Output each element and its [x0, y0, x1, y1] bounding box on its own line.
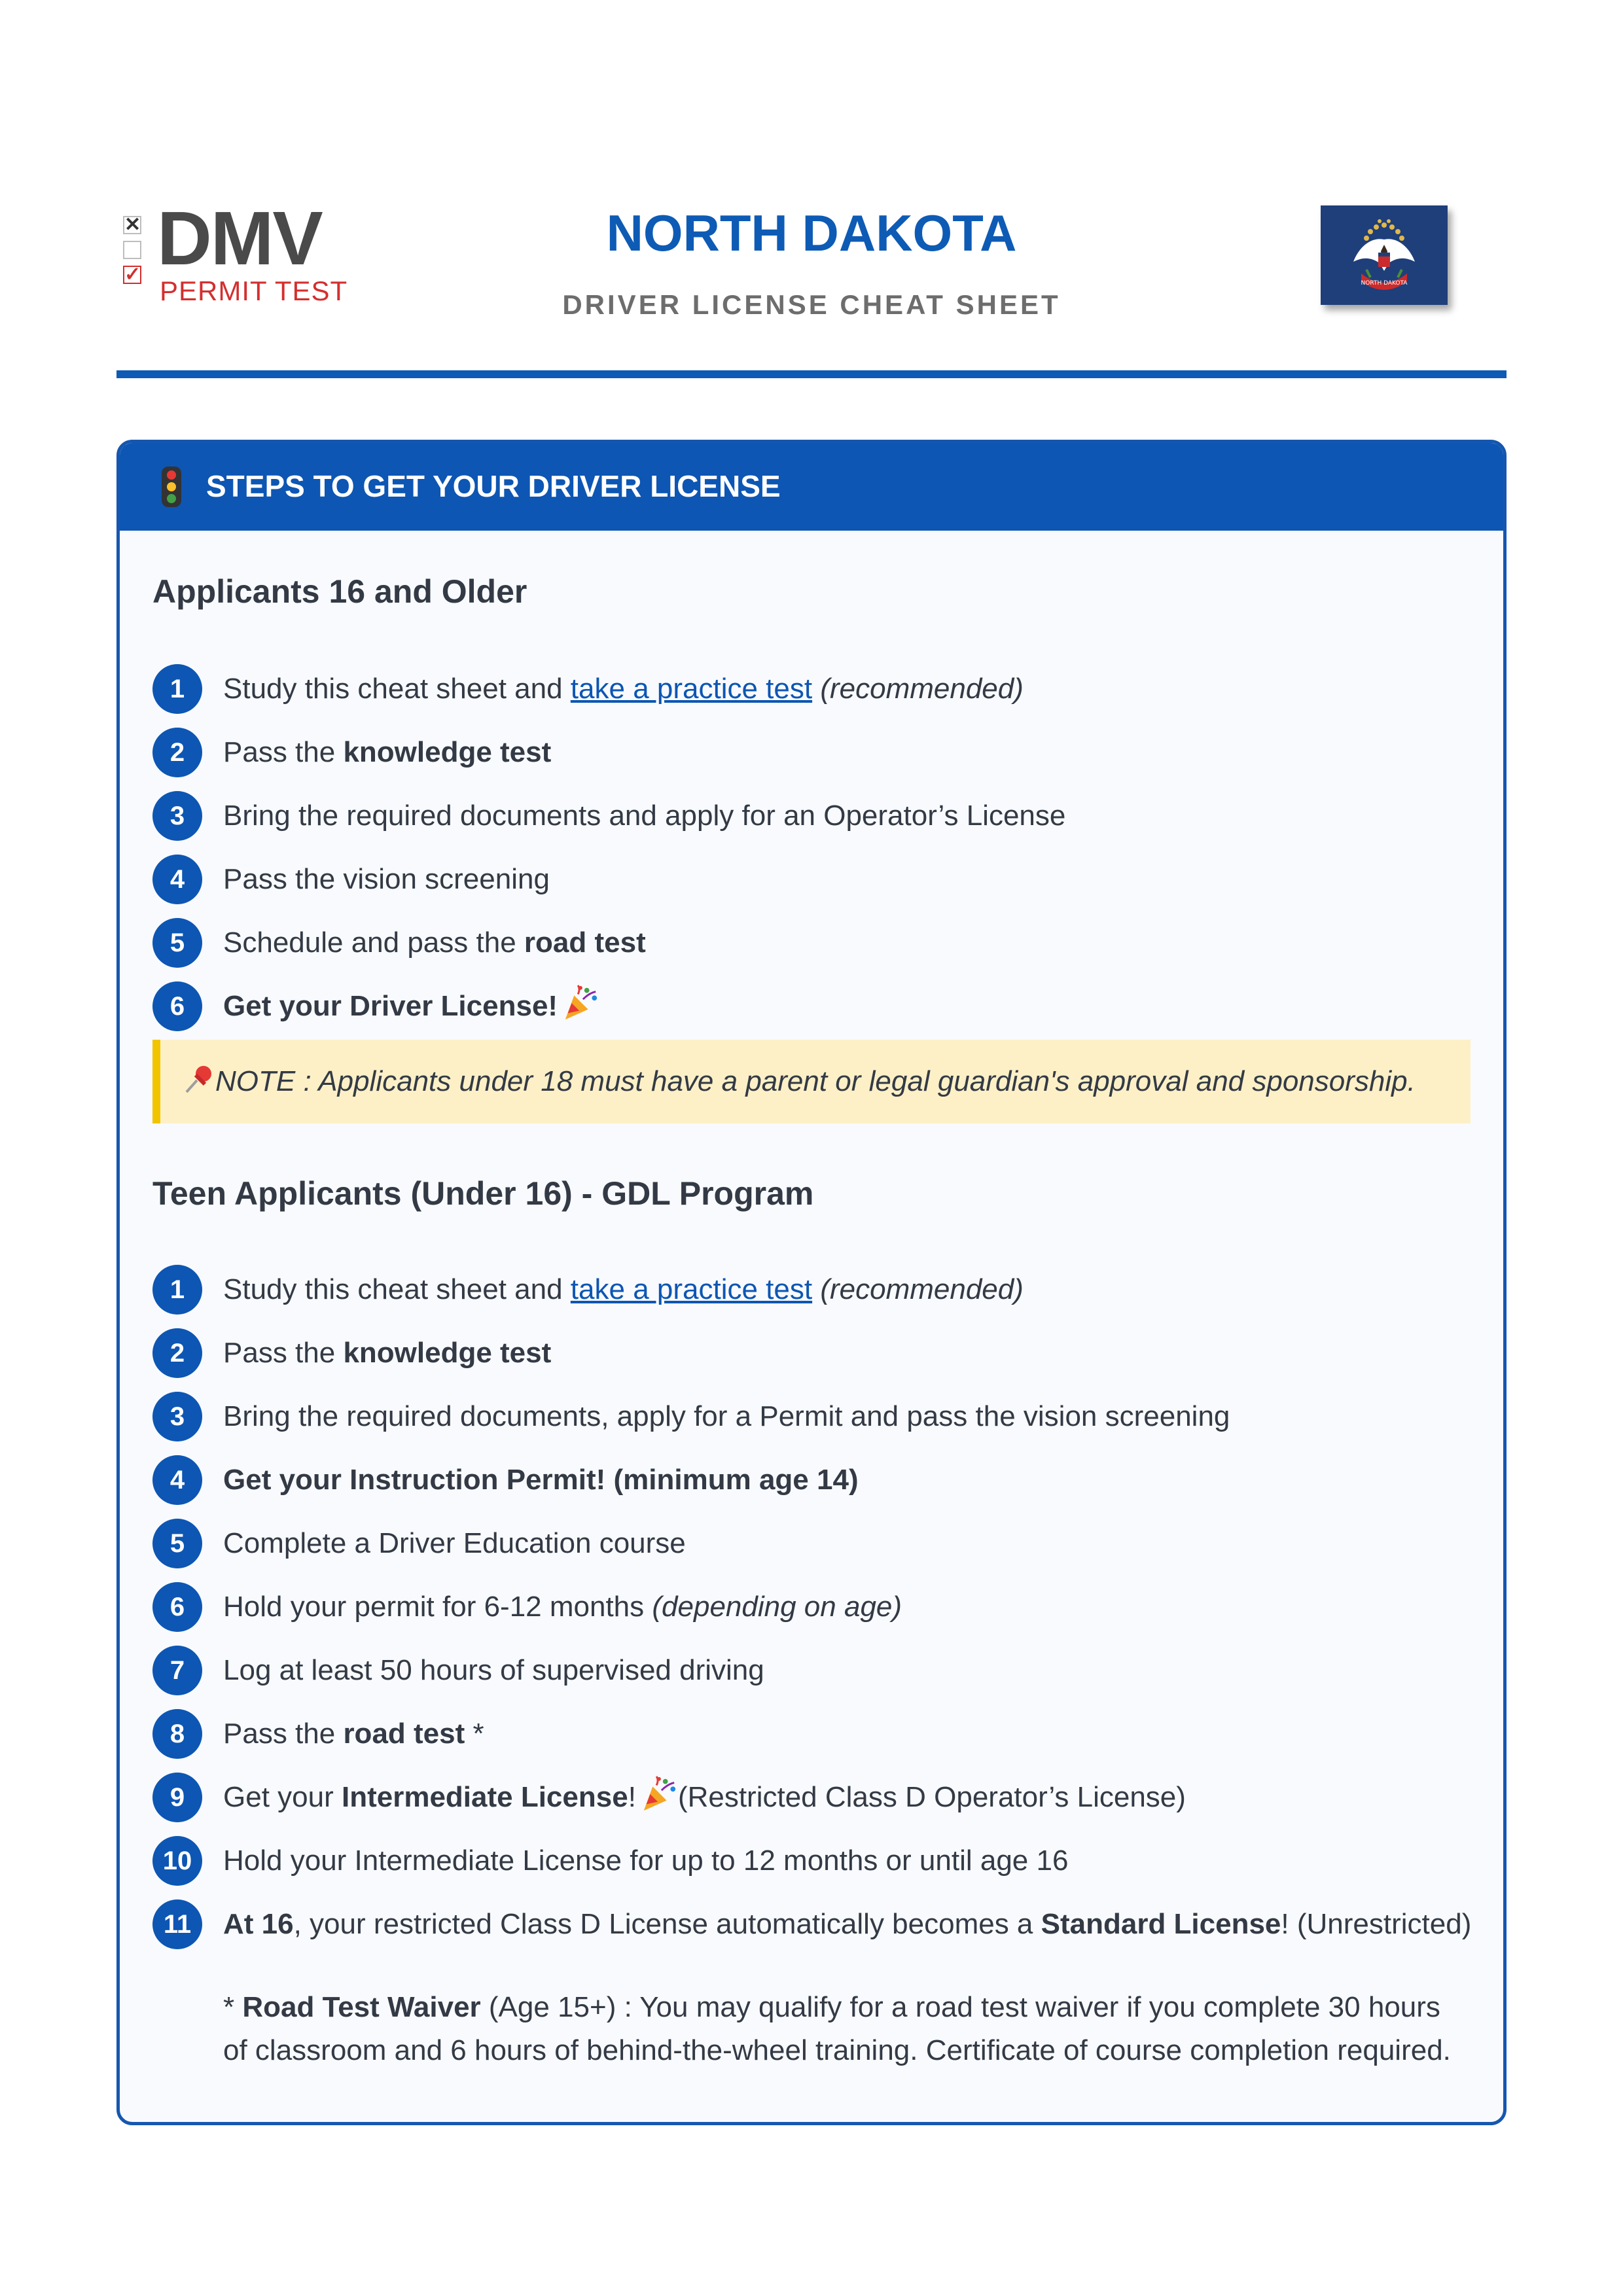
north-dakota-flag-icon	[1321, 205, 1448, 305]
step-number-badge: 6	[152, 1582, 202, 1632]
step-number-badge: 6	[152, 981, 202, 1031]
logo-check-box	[123, 266, 141, 284]
step-text-post	[812, 673, 820, 705]
logo-dmv-text: DMV	[157, 196, 322, 281]
teen-step-5	[152, 1519, 1461, 1571]
section-title-teen: Teen Applicants (Under 16) - GDL Program	[152, 1175, 814, 1212]
step-text: Log at least 50 hours of supervised driving	[223, 1654, 764, 1686]
practice-test-link[interactable]: take a practice test	[570, 1273, 813, 1305]
x-mark-icon: ✕	[124, 214, 141, 236]
step-number-badge: 3	[152, 791, 202, 841]
traffic-light-icon	[162, 467, 181, 507]
step-number-badge: 5	[152, 918, 202, 968]
step-text-italic: (recommended)	[820, 1273, 1024, 1305]
teen-step-10	[152, 1836, 1461, 1888]
step-text	[223, 1267, 1024, 1312]
step-text-post	[812, 1273, 820, 1305]
step-text	[223, 1712, 484, 1756]
step-text-bold: Get your Driver License!	[223, 990, 558, 1022]
page-header	[116, 196, 1507, 386]
step-number-badge: 11	[152, 1899, 202, 1949]
teen-step-1	[152, 1265, 1461, 1317]
step-text-mid: , your restricted Class D License automatically becomes a	[293, 1908, 1041, 1940]
logo-permit-text: PERMIT TEST	[160, 275, 348, 306]
traffic-yellow-lamp	[167, 482, 176, 491]
party-popper-icon	[640, 1775, 678, 1813]
teen-step-7	[152, 1646, 1461, 1698]
step-number-badge: 8	[152, 1709, 202, 1759]
step-text-pre: Study this cheat sheet and	[223, 1273, 571, 1305]
step-number-badge: 1	[152, 664, 202, 714]
teen-step-8	[152, 1709, 1461, 1761]
step-number-badge: 3	[152, 1392, 202, 1441]
step-text-bold: knowledge test	[343, 1337, 552, 1369]
step-text: Complete a Driver Education course	[223, 1527, 686, 1559]
step-number-badge: 4	[152, 855, 202, 904]
step-text: Pass the vision screening	[223, 863, 550, 895]
practice-test-link[interactable]: take a practice test	[570, 673, 813, 705]
header-divider	[116, 370, 1507, 378]
step-text	[223, 1331, 551, 1375]
adult-step-1	[152, 664, 1461, 716]
note-text: NOTE : Applicants under 18 must have a parent or legal guardian's approval and sponsorship.	[215, 1065, 1416, 1097]
page-title: NORTH DAKOTA	[606, 204, 1017, 262]
traffic-green-lamp	[167, 494, 176, 503]
step-text	[223, 1775, 1186, 1820]
step-text	[223, 667, 1024, 711]
step-text-pre: Pass the	[223, 1718, 344, 1750]
step-text: Bring the required documents, apply for a Permit and pass the vision screening	[223, 1400, 1230, 1432]
step-number-badge: 2	[152, 1328, 202, 1378]
step-text-tail: (Restricted Class D Operator’s License)	[677, 1781, 1186, 1813]
step-text	[223, 730, 551, 775]
check-mark-icon: ✓	[124, 264, 141, 285]
waiver-asterisk: *	[223, 1991, 243, 2023]
step-text-post: *	[465, 1718, 484, 1750]
step-text-bold: Standard License	[1041, 1908, 1281, 1940]
adult-step-3	[152, 791, 1461, 843]
step-number-badge: 5	[152, 1519, 202, 1568]
step-text-bold: knowledge test	[343, 736, 552, 768]
step-number-badge: 10	[152, 1836, 202, 1886]
step-text-bold: At 16	[223, 1908, 294, 1940]
step-text-italic: (recommended)	[820, 673, 1024, 705]
step-text: Bring the required documents and apply for an Operator’s License	[223, 800, 1066, 832]
step-text	[223, 921, 646, 965]
waiver-text: (Age 15+) : You may qualify for a road test waiver if you complete 30 hours of classroom and 6 hours of behind-the-wheel training. Certificate of course completion required.	[223, 1991, 1451, 2066]
step-text-pre: Pass the	[223, 736, 344, 768]
adult-step-2	[152, 728, 1461, 780]
step-number-badge: 4	[152, 1455, 202, 1505]
teen-step-4	[152, 1455, 1461, 1508]
step-text-bold: Intermediate License	[341, 1781, 628, 1813]
teen-step-3	[152, 1392, 1461, 1444]
section-title-adult: Applicants 16 and Older	[152, 573, 527, 610]
party-popper-icon	[562, 984, 599, 1022]
adult-step-5	[152, 918, 1461, 970]
step-text-end: ! (Unrestricted)	[1281, 1908, 1472, 1940]
note-text-row	[183, 1059, 1416, 1104]
teen-step-2	[152, 1328, 1461, 1381]
step-number-badge: 7	[152, 1646, 202, 1695]
step-text	[223, 1902, 1471, 1947]
step-text: Get your Instruction Permit! (minimum age 14)	[223, 1464, 859, 1496]
step-text-post: !	[628, 1781, 636, 1813]
flag-caption: NORTH DAKOTA	[1361, 280, 1408, 287]
card-header-title: STEPS TO GET YOUR DRIVER LICENSE	[206, 469, 781, 503]
step-text	[223, 984, 599, 1029]
step-text-pre: Schedule and pass the	[223, 927, 524, 959]
waiver-title: Road Test Waiver	[242, 1991, 481, 2023]
step-text-bold: road test	[343, 1718, 465, 1750]
step-text-pre: Hold your permit for 6-12 months	[223, 1591, 652, 1623]
step-text-pre: Study this cheat sheet and	[223, 673, 571, 705]
teen-step-11	[152, 1899, 1472, 1952]
teen-step-6	[152, 1582, 1461, 1634]
step-text-pre: Get your	[223, 1781, 342, 1813]
step-number-badge: 1	[152, 1265, 202, 1315]
adult-step-6	[152, 981, 1461, 1034]
step-text: Hold your Intermediate License for up to 12 months or until age 16	[223, 1845, 1069, 1877]
step-number-badge: 2	[152, 728, 202, 777]
pushpin-icon	[183, 1063, 215, 1096]
flag-emblem	[1321, 205, 1448, 305]
step-number-badge: 9	[152, 1773, 202, 1822]
teen-step-9	[152, 1773, 1461, 1825]
adult-step-4	[152, 855, 1461, 907]
note-callout	[152, 1040, 1471, 1123]
page-subtitle: DRIVER LICENSE CHEAT SHEET	[562, 289, 1061, 320]
steps-card	[116, 440, 1507, 2125]
step-text	[223, 1585, 902, 1629]
traffic-red-lamp	[167, 470, 176, 480]
step-text-italic: (depending on age)	[652, 1591, 902, 1623]
step-text-pre: Pass the	[223, 1337, 344, 1369]
step-text-bold: road test	[524, 927, 646, 959]
card-header	[120, 443, 1503, 531]
road-test-waiver-note	[223, 1986, 1467, 2072]
